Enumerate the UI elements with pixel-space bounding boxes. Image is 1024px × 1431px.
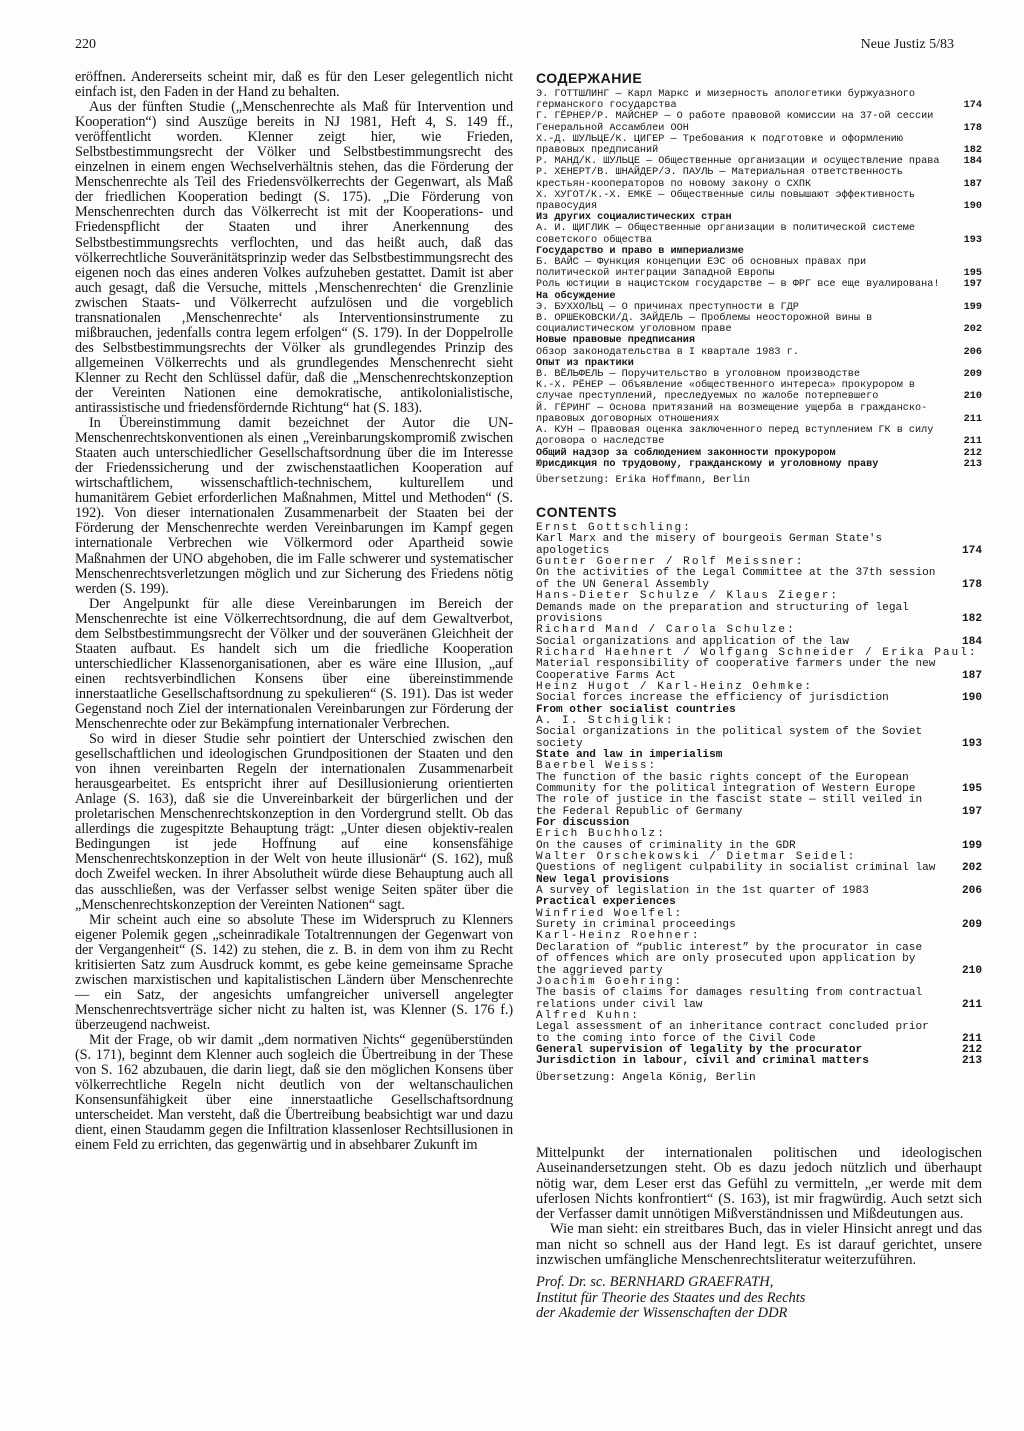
toc-entry-title: A survey of legislation in the 1st quarter of 1983 <box>536 885 869 898</box>
toc-section-title: For discussion <box>536 817 630 830</box>
paragraph: Mittelpunkt der internationalen politischen und ideologischen Auseinandersetzungen steht. Ob es dazu jedoch nützlich und überhaupt nötig war, dem Leser erst das Gefühl zu vermitteln, „er werde mit dem uferlosen Nichts konfrontiert“ (S. 163), ist mir fragwürdig. Auch setzt sich der Verfasser damit unnötigen Mißverständnissen und Mißdeutungen aus. <box>536 1145 982 1223</box>
toc-section-title: From other socialist countries <box>536 703 736 716</box>
toc-entry <box>536 156 982 167</box>
toc-entry-title: А. И. ЩИГЛИК — Общественные организации в политической системе советского общества <box>536 223 916 246</box>
toc-entry <box>536 1022 982 1045</box>
toc-entry-title: А. КУН — Правовая оценка заключенного перед вступлением ГК в силу договора о наследстве <box>536 425 934 448</box>
toc-entry-page: 184 <box>963 156 982 168</box>
toc-entry-title: Р. МАНД/К. ШУЛЬЦЕ — Общественные организации и осуществление права <box>536 156 940 168</box>
toc-entry-page: 187 <box>963 178 982 190</box>
toc-russian <box>536 70 982 486</box>
toc-entry <box>536 943 982 977</box>
toc-entry-page: 193 <box>963 234 982 246</box>
toc-entry-title: Р. ХЕНЕРТ/В. ШНАЙДЕР/Э. ПАУЛЬ — Материальная ответственность крестьян-кооператоров по новому закону о СХПК <box>536 167 903 190</box>
toc-entry-title: The basis of claims for damages resulting from contractual relations under civil law <box>536 987 923 1011</box>
toc-entry-page: 184 <box>962 635 982 648</box>
toc-entry-title: Questions of negligent culpability in socialist criminal law <box>536 862 936 875</box>
toc-entry-page: 174 <box>962 544 982 557</box>
toc-section-title: General supervision of legality by the procurator <box>536 1043 863 1056</box>
toc-entry-title: В. ОРШЕКОВСКИ/Д. ЗАЙДЕЛЬ — Проблемы неосторожной вины в социалистическом уголовном праве <box>536 313 873 336</box>
toc-entry-page: 199 <box>962 839 982 852</box>
page-header <box>75 37 954 61</box>
toc-entry <box>536 380 982 402</box>
toc-entry-title: К.-Х. РЁНЕР — Объявление «общественного интереса» прокурором в случае преступлений, преследуемых по жалобе потерпевшего <box>536 380 916 403</box>
toc-entry-page: 213 <box>963 458 982 470</box>
toc-entry <box>536 134 982 156</box>
toc-entry-page: 209 <box>963 369 982 381</box>
toc-entry <box>536 279 982 290</box>
toc-english-heading: CONTENTS <box>536 504 617 521</box>
toc-entry-title: Й. ГЁРИНГ — Основа притязаний на возмещение ущерба в гражданско-правовых договорных отношениях <box>536 402 928 425</box>
toc-entry-page: 210 <box>963 391 982 403</box>
toc-entry-title: Legal assessment of an inheritance contract concluded prior to the coming into force of the Civil Code <box>536 1021 929 1045</box>
toc-entry-author: Erich Buchholz: <box>536 828 666 841</box>
toc-entry-title: Общий надзор за соблюдением законности прокурором <box>536 447 836 459</box>
toc-entry <box>536 773 982 796</box>
paragraph: So wird in dieser Studie sehr pointiert der Unterschied zwischen den gesellschaftlichen und ideologischen Grundpositionen der Staaten und den von ihnen vereinbarten Regeln der internationalen Zusammenarbeit herausgearbeitet. Es entspricht ihrer auf Desillusionierung orientierten Anlage (S. 163), daß sie die Unvereinbarkeit der bürgerlichen und der proletarischen Menschenrechtskonzeption in den Vordergrund stellt. Ob das allerdings die zugespitzte Behauptung trägt: „Unter diesen objektiv-realen Bedingungen ist jede Hoffnung auf eine konsensfähige Menschenrechtskonzeption in der Welt von heute illusionär“ (S. 162), muß doch Zweifel wecken. In ihrer Absolutheit würde diese Behauptung auch all das ausschließen, was der Verfasser selbst wenige Seiten später über die „Menschenrechtskonzeption der Vereinten Nationen“ sagt. <box>75 731 513 913</box>
toc-entry-author: Alfred Kuhn: <box>536 1009 640 1022</box>
toc-entry <box>536 727 982 750</box>
right-column <box>536 70 982 1084</box>
toc-entry-author: Gunter Goerner / Rolf Meissner: <box>536 556 805 569</box>
toc-entry <box>536 425 982 447</box>
toc-entry-title: Surety in criminal proceedings <box>536 919 736 932</box>
left-column <box>75 70 513 1153</box>
toc-entry <box>536 167 982 189</box>
toc-entry <box>536 302 982 313</box>
toc-entry-title: Declaration of “public interest” by the procurator in case of offences which are only prosecuted upon application by the aggrieved party <box>536 941 923 977</box>
toc-entry-page: 190 <box>963 201 982 213</box>
toc-entry-title: Х. ХУГОТ/К.-Х. ЕМКЕ — Общественные силы повышают эффективность правосудия <box>536 189 916 213</box>
toc-entry <box>536 223 982 245</box>
toc-entry-title: Г. ГЁРНЕР/Р. МАЙСНЕР — О работе правовой комиссии на 37-ой сессии Генеральной Ассамблеи ООН <box>536 111 934 134</box>
toc-entry-author: Heinz Hugot / Karl-Heinz Oehmke: <box>536 680 814 693</box>
toc-entry-author: Richard Mand / Carola Schulze: <box>536 624 796 637</box>
toc-entry-page: 213 <box>962 1055 982 1068</box>
toc-entry-title: Social organizations and application of the law <box>536 635 849 648</box>
toc-entry <box>536 257 982 279</box>
toc-entry-page: 182 <box>962 612 982 625</box>
toc-section <box>536 291 982 302</box>
toc-entry-title: Э. БУХХОЛЬЦ — О причинах преступности в ГДР <box>536 301 799 313</box>
toc-entry-author: A. I. Stchiglik: <box>536 714 675 727</box>
toc-entry-title: Новые правовые предписания <box>536 335 695 347</box>
toc-entry-page: 187 <box>962 669 982 682</box>
toc-english-translator: Übersetzung: Angela König, Berlin <box>536 1071 756 1084</box>
paragraph: eröffnen. Andererseits scheint mir, daß es für den Leser gelegentlich nicht einfach ist, den Faden in der Hand zu behalten. <box>75 69 513 101</box>
toc-entry-page: 202 <box>962 862 982 875</box>
toc-english <box>536 504 982 1084</box>
toc-entry-author: Baerbel Weiss: <box>536 760 658 773</box>
toc-entry <box>536 693 982 704</box>
toc-section-title: Jurisdiction in labour, civil and criminal matters <box>536 1055 869 1068</box>
toc-entry-title: На обсуждение <box>536 290 616 302</box>
toc-entry-title: Social forces increase the efficiency of jurisdiction <box>536 692 889 705</box>
toc-entry-page: 206 <box>962 885 982 898</box>
toc-entry-page: 211 <box>962 998 982 1011</box>
toc-entry <box>536 190 982 212</box>
toc-entry <box>536 659 982 682</box>
toc-entry <box>536 403 982 425</box>
toc-russian-list <box>536 89 982 470</box>
toc-section <box>536 246 982 257</box>
toc-entry-title: Karl Marx and the misery of bourgeois German State's apologetics <box>536 533 883 557</box>
toc-entry-title: Э. ГОТТШЛИНГ — Карл Маркс и мизерность апологетики буржуазного германского государства <box>536 89 916 112</box>
toc-entry-page: 211 <box>963 413 982 425</box>
toc-entry-page: 197 <box>963 279 982 291</box>
toc-entry-page: 202 <box>963 324 982 336</box>
toc-entry-title: Юрисдикция по трудовому, гражданскому и уголовному праву <box>536 458 879 470</box>
toc-section <box>536 212 982 223</box>
toc-entry <box>536 568 982 591</box>
toc-entry <box>536 369 982 380</box>
toc-entry-page: 211 <box>963 436 982 448</box>
page-number: 220 <box>75 37 96 52</box>
right-column-text <box>536 1146 982 1321</box>
paragraph: In Übereinstimmung damit bezeichnet der Autor die UN-Menschenrechtskonventionen als einen „Vereinbarungskompromiß zwischen Staaten auch unterschiedlicher Gesellschaftsordnung über die im Interesse der Friedenssicherung und der zwischenstaatlichen Kooperation auf wirtschaftlichem, wissenschaftlich-technischem, kulturellem und humanitärem Gebiet erforderlichen Maßnahmen, Mittel und Methoden“ (S. 192). Von dieser internationalen Zusammenarbeit der Staaten bei der Förderung der Menschenrechte werden Vereinbarungen im Kampf gegen internationale Verbrechen wie Völkermord oder Apartheid sowie Maßnahmen der UNO abgehoben, die im Falle schwerer und systematischer Menschenrechtsverletzungen möglich und zur Sicherung des Friedens nötig werden (S. 199). <box>75 415 513 597</box>
toc-entry-page: 195 <box>962 783 982 796</box>
toc-entry-author: Karl-Heinz Roehner: <box>536 930 701 943</box>
toc-entry-title: Государство и право в империализме <box>536 245 744 257</box>
paragraph: Der Angelpunkt für alle diese Vereinbarungen im Bereich der Menschenrechte ist eine Völkerrechtsordnung, die auf dem Gewaltverbot, dem Selbstbestimmungsrecht der Völker und der souveränen Gleichheit der Staaten aufbaut. Es handelt sich um die friedliche Kooperation unterschiedlicher Klassenorganisationen, aber es wäre eine Illusion, „auf einen rechtsverbindlichen Konsens über eine übereinstimmende innerstaatliche Gesellschaftsordnung zu spekulieren“ (S. 191). Das ist weder Gegenstand noch Ziel der internationalen Vereinbarungen zur Förderung der Menschenrechte oder zur Bekämpfung internationaler Verbrechen. <box>75 595 513 733</box>
toc-entry-title: The function of the basic rights concept of the European Community for the political integration of Western Europe <box>536 771 916 796</box>
toc-entry-author: Hans-Dieter Schulze / Klaus Zieger: <box>536 590 840 603</box>
paragraph: Aus der fünften Studie („Menschenrechte als Maß für Intervention und Kooperation“) sind Auszüge bereits in NJ 1981, Heft 4, S. 149 ff., veröffentlicht worden. Klenner zeigt hier, wie Frieden, Selbstbestimmungsrecht der Völker und Selbstbestimmungsrecht des einzelnen in einem engen Wechselverhältnis stehen, das die Förderung der Menschenrechte als Teil des Friedensvölkerrechts der Gegenwart, als Maß der friedlichen Kooperation bedingt (S. 175). „Die Förderung von Menschenrechten durch das Völkerrecht ist mit der Kooperations- und Friedenspflicht der Staaten und ihrer Anerkennung des Selbstbestimmungsrechts verflochten, und das heißt auch, daß das völkerrechtliche Souveränitätsprinzip weder das Selbstbestimmungsrecht des eigenen noch das eines anderen Volkes aufzuheben gestattet. Damit ist aber auch gesagt, daß die Versuche, mittels ‚Menschenrechten‘ die Grenzlinie zwischen Staats- und Völkerrecht aufzulösen und die vorgeblich transnationalen ‚Menschenrechte‘ als Interventionsinstrumente zu mißbrauchen, jedenfalls contra legem erfolgen“ (S. 179). In der Doppelrolle des Selbstbestimmungsrechts der Völker als grundlegendes Prinzip des allgemeinen Völkerrechts und als grundlegendes Menschenrecht sieht Klenner zu Recht den Schlüssel dafür, daß die „Menschenrechtskonzeption der Vereinten Nationen eine demokratische, antikolonialistische, antirassistische und friedensfördernde Richtung“ hat (S. 183). <box>75 99 513 417</box>
toc-entry <box>536 347 982 358</box>
toc-entry-author: Richard Haehnert / Wolfgang Schneider / Erika Paul: <box>536 646 978 659</box>
toc-entry-page: 182 <box>963 145 982 157</box>
toc-entry-page: 206 <box>963 346 982 358</box>
toc-entry-author: Walter Orschekowski / Dietmar Seidel: <box>536 851 857 864</box>
toc-section-title: State and law in imperialism <box>536 748 723 761</box>
toc-russian-heading: СОДЕРЖАНИЕ <box>536 70 643 86</box>
journal-issue: Neue Justiz 5/83 <box>860 37 954 52</box>
toc-entry <box>536 313 982 335</box>
toc-section <box>536 1056 982 1067</box>
paragraph: Wie man sieht: ein streitbares Buch, das in vieler Hinsicht anregt und das man nicht so schnell aus der Hand legt. Es ist darauf gerichtet, unsere inzwischen umfängliche Menschenrechtsliteratur weiterzuführen. <box>536 1221 982 1269</box>
toc-entry-page: 178 <box>963 122 982 134</box>
toc-entry-author: Winfried Woelfel: <box>536 907 684 920</box>
toc-entry-title: Х.-Д. ШУЛЬЦЕ/К. ЦИГЕР — Требования к подготовке и оформлению правовых предписаний <box>536 133 903 157</box>
toc-entry-title: Б. ВАЙС — Функция концепции ЕЭС об основных правах при политической интеграции Западной Европы <box>536 257 867 280</box>
toc-entry-title: Обзор законодательства в I квартале 1983 г. <box>536 346 799 358</box>
toc-section <box>536 358 982 369</box>
toc-entry <box>536 603 982 626</box>
toc-entry-title: On the causes of criminality in the GDR <box>536 839 796 852</box>
toc-section <box>536 459 982 470</box>
toc-entry-title: Demands made on the preparation and structuring of legal provisions <box>536 601 909 625</box>
toc-entry-title: Опыт из практики <box>536 357 634 369</box>
toc-entry-page: 212 <box>963 447 982 459</box>
toc-section-title: New legal provisions <box>536 873 670 886</box>
toc-entry-page: 178 <box>962 578 982 591</box>
toc-entry <box>536 89 982 111</box>
toc-entry-page: 193 <box>962 737 982 750</box>
author-signature <box>536 1275 982 1321</box>
toc-entry-page: 211 <box>962 1032 982 1045</box>
toc-entry-page: 197 <box>962 805 982 818</box>
toc-entry-title: Из других социалистических стран <box>536 212 732 224</box>
toc-entry-page: 195 <box>963 268 982 280</box>
toc-entry-page: 190 <box>962 692 982 705</box>
toc-entry <box>536 111 982 133</box>
signature-name: Prof. Dr. sc. BERNHARD GRAEFRATH, <box>536 1274 774 1291</box>
toc-entry-title: On the activities of the Legal Committee at the 37th session of the UN General Assembly <box>536 567 936 591</box>
toc-entry-title: Material responsibility of cooperative farmers under the new Cooperative Farms Act <box>536 658 936 682</box>
toc-entry-title: The role of justice in the fascist state — still veiled in the Federal Republic of Germany <box>536 794 923 818</box>
signature-institute: Institut für Theorie des Staates und des Rechts <box>536 1289 806 1306</box>
toc-entry-title: Social organizations in the political system of the Soviet society <box>536 726 923 750</box>
toc-section <box>536 448 982 459</box>
toc-entry <box>536 795 982 818</box>
toc-entry-title: Роль юстиции в нацистском государстве — в ФРГ все еще вуалирована! <box>536 279 940 291</box>
toc-section-title: Practical experiences <box>536 896 676 909</box>
toc-entry-page: 199 <box>963 301 982 313</box>
toc-entry-author: Ernst Gottschling: <box>536 522 692 535</box>
toc-entry-author: Joachim Goehring: <box>536 975 684 988</box>
paragraph: Mit der Frage, ob wir damit „dem normativen Nichts“ gegenüberstünden (S. 171), beginnt dem Klenner auch sogleich die Übertreibung in der These von S. 162 abzubauen, die darin liegt, daß sie den möglichen Konsens über völkerrechtliche Regeln nicht deutlich von der weltanschaulichen Konsensunfähigkeit über eine innerstaatliche Gesellschaftsordnung unterscheidet. Man versteht, daß die Übertreibung beabsichtigt war und dazu dient, einen Staudamm gegen die Infiltration klassenloser Rechtsillusionen in einem Feld zu errichten, das gegenwärtig und in absehbarer Zukunft im <box>75 1032 513 1154</box>
toc-entry-page: 209 <box>962 919 982 932</box>
toc-entry <box>536 534 982 557</box>
toc-english-list <box>536 523 982 1068</box>
toc-entry-title: В. ВЁЛЬФЕЛЬ — Поручительство в уголовном производстве <box>536 369 861 381</box>
toc-entry-page: 174 <box>963 100 982 112</box>
toc-entry <box>536 988 982 1011</box>
toc-russian-translator: Übersetzung: Erika Hoffmann, Berlin <box>536 474 750 486</box>
paragraph: Mir scheint auch eine so absolute These im Widerspruch zu Klenners eigener Polemik gegen „scheinradikale Totaltrennungen der Gegenwart von der Vergangenheit“ (S. 142) zu stehen, die z. B. in dem von ihm zu Recht kritisierten Satz zum Ausdruck kommt, es gebe keine gemeinsame Sprache zwischen marxistischen und kapitalistischen Ländern über Menschenrechte — ein Satz, der angesichts umfangreicher universell angelegter Menschenrechtsverträge sicher nicht zu halten ist, was Klenner (S. 176 f.) überzeugend nachweist. <box>75 911 513 1033</box>
toc-entry-page: 212 <box>962 1043 982 1056</box>
signature-academy: der Akademie der Wissenschaften der DDR <box>536 1304 788 1321</box>
toc-section <box>536 335 982 346</box>
toc-entry-page: 210 <box>962 964 982 977</box>
